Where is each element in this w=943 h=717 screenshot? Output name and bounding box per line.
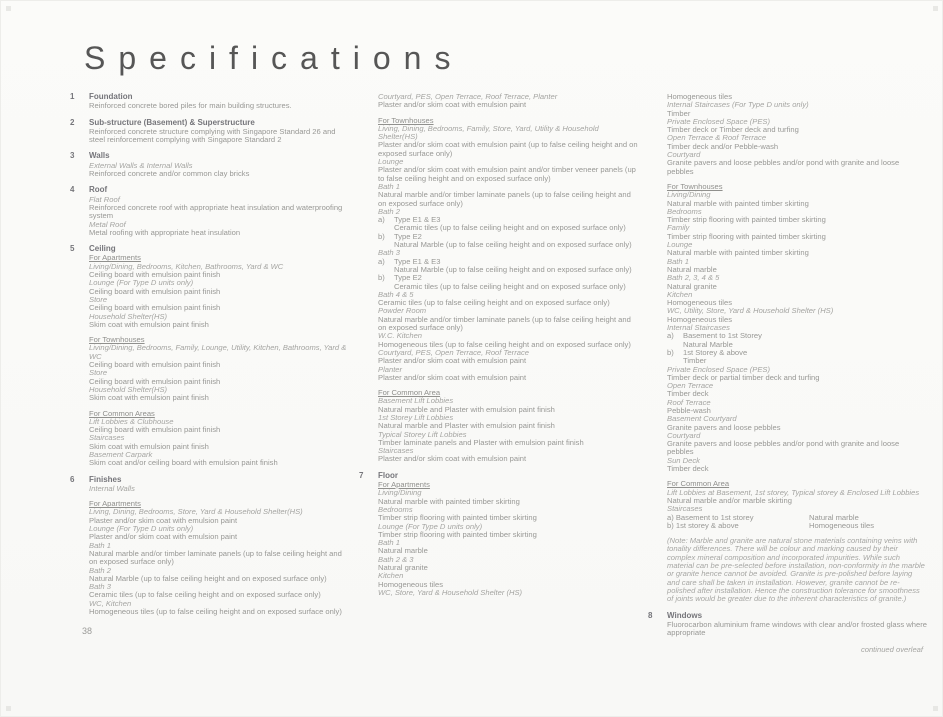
- row-value: Natural marble: [809, 512, 859, 522]
- spec-text: Plaster and/or skim coat with emulsion paint (up to false ceiling height and on exposed surface only): [378, 140, 638, 158]
- item-number: 8: [648, 610, 653, 620]
- spec-text: Homogeneous tiles: [667, 314, 733, 324]
- item-heading-label: Foundation: [89, 92, 133, 101]
- room-label: Lounge (For Type D units only): [89, 278, 194, 288]
- item-heading-label: Sub-structure (Basement) & Superstructure: [89, 117, 255, 127]
- spec-item-heading: [70, 185, 349, 195]
- room-label: Bath 3: [89, 582, 111, 592]
- page-title: Specifications: [84, 40, 464, 76]
- spec-text: Natural marble with painted timber skirting: [667, 248, 809, 258]
- room-label: Internal Staircases: [667, 323, 730, 333]
- room-label: Courtyard: [667, 150, 701, 160]
- letter-label: b): [667, 347, 674, 357]
- spec-text: Natural Marble (up to false ceiling height and on exposed surface only): [394, 264, 632, 274]
- room-label: Courtyard: [667, 430, 701, 440]
- room-label: Flat Roof: [89, 194, 120, 204]
- spec-text: Homogeneous tiles: [378, 579, 444, 589]
- item-number: 1: [70, 92, 75, 101]
- room-label: Kitchen: [378, 571, 404, 581]
- spec-text: Ceiling board with emulsion paint finish: [89, 376, 221, 386]
- spec-item-heading: [648, 610, 927, 620]
- room-label: Lounge: [667, 240, 693, 250]
- room-label: Lift Lobbies & Clubhouse: [89, 416, 174, 426]
- spec-text: Timber strip flooring with painted timber skirting: [378, 529, 537, 539]
- spec-text: Plaster and/or skim coat with emulsion paint: [89, 515, 238, 525]
- letter-label: a): [667, 331, 674, 341]
- room-label: Living, Dining, Bedrooms, Family, Store, Yard, Utility & Household Shelter(HS): [378, 123, 599, 142]
- scan-corner-mark: [933, 6, 938, 11]
- spec-text: Reinforced concrete structure complying with Singapore Standard 26 and steel reinforcement complying with Singapore Standard 2: [89, 126, 336, 145]
- spec-text: Ceiling board with emulsion paint finish: [89, 360, 221, 370]
- room-label: Roof Terrace: [667, 397, 711, 407]
- lettered-item-text: [394, 216, 638, 233]
- room-label: Family: [667, 223, 690, 233]
- room-label: Internal Walls: [89, 483, 135, 493]
- spec-text: Timber: [667, 108, 691, 118]
- room-label: Staircases: [89, 433, 125, 443]
- room-label: Bedrooms: [378, 504, 413, 514]
- spec-text: Homogeneous tiles: [667, 298, 733, 308]
- spec-text: Natural marble: [667, 264, 717, 274]
- group-heading: For Common Area: [667, 479, 730, 489]
- row-value: Homogeneous tiles: [809, 520, 875, 530]
- room-label: Lounge (For Type D units only): [378, 521, 483, 531]
- row-label: a) Basement to 1st storey: [667, 512, 754, 522]
- room-label: Powder Room: [378, 306, 427, 316]
- room-label: Lounge: [378, 157, 404, 167]
- spec-text: Type E1 & E3: [394, 256, 441, 266]
- group-heading: For Townhouses: [378, 115, 434, 125]
- room-label: Living/Dining: [378, 488, 422, 498]
- spec-item-heading: [70, 92, 349, 101]
- spec-text: Ceramic tiles (up to false ceiling height and on exposed surface only): [394, 223, 626, 233]
- spec-item-heading: [70, 117, 349, 127]
- room-label: Store: [89, 368, 108, 378]
- spec-text: Timber strip flooring with painted timber skirting: [378, 513, 537, 523]
- group-heading: For Common Area: [378, 388, 441, 398]
- spec-text: Plaster and/or skim coat with emulsion paint: [378, 356, 527, 366]
- spec-text: Skim coat and/or ceiling board with emulsion paint finish: [89, 458, 278, 468]
- spec-text: Ceramic tiles (up to false ceiling height and on exposed surface only): [89, 590, 321, 600]
- spec-text: Plaster and/or skim coat with emulsion paint: [89, 532, 238, 542]
- lettered-item-text: [394, 274, 638, 291]
- spec-text: Homogeneous tiles (up to false ceiling height and on exposed surface only): [89, 607, 342, 617]
- room-label: Staircases: [667, 504, 703, 514]
- spec-text: Natural marble and/or marble skirting: [667, 495, 792, 505]
- spec-item-heading: [70, 474, 349, 484]
- lettered-item-text: [683, 349, 927, 366]
- room-label: WC, Kitchen: [89, 598, 132, 608]
- scan-corner-mark: [6, 706, 11, 711]
- spec-text: Type E2: [394, 231, 422, 241]
- room-label: Lounge (For Type D units only): [89, 524, 194, 534]
- room-label: Living/Dining: [667, 190, 711, 200]
- letter-label: b): [378, 273, 385, 283]
- item-number: 6: [70, 474, 75, 484]
- spec-text: Fluorocarbon aluminium frame windows with clear and/or frosted glass where appropriate: [667, 619, 927, 638]
- room-label: Living/Dining, Bedrooms, Family, Lounge, Utility, Kitchen, Bathrooms, Yard & WC: [89, 343, 347, 361]
- room-label: Bath 2: [378, 206, 400, 216]
- room-label: Store: [89, 294, 108, 304]
- spec-text: Timber deck or partial timber deck and turfing: [667, 372, 820, 382]
- room-label: Courtyard, PES, Open Terrace, Roof Terrace, Planter: [378, 92, 558, 101]
- room-label: Bedrooms: [667, 206, 702, 216]
- room-label: Private Enclosed Space (PES): [667, 116, 770, 126]
- spec-text: Reinforced concrete and/or common clay bricks: [89, 169, 250, 179]
- spec-text: Natural marble and Plaster with emulsion paint finish: [378, 404, 555, 414]
- room-label: Lift Lobbies at Basement, 1st storey, Typical storey & Enclosed Lift Lobbies: [667, 487, 920, 497]
- spec-text: Skim coat with emulsion paint finish: [89, 393, 209, 403]
- spec-text: Natural Marble (up to false ceiling height and on exposed surface only): [394, 240, 632, 250]
- row-label: b) 1st storey & above: [667, 520, 739, 530]
- continued-overleaf: continued overleaf: [860, 645, 923, 655]
- item-heading-label: Walls: [89, 151, 110, 161]
- room-label: Household Shelter(HS): [89, 384, 168, 394]
- lettered-item: [378, 274, 638, 291]
- item-number: 5: [70, 244, 75, 254]
- room-label: Household Shelter(HS): [89, 311, 168, 321]
- room-label: Bath 1: [378, 181, 400, 191]
- lettered-item: [378, 233, 638, 250]
- group-heading: For Apartments: [378, 480, 430, 490]
- spec-text: Plaster and/or skim coat with emulsion paint: [378, 454, 527, 464]
- lettered-item-text: [394, 233, 638, 250]
- item-heading-label: Ceiling: [89, 244, 116, 254]
- two-column-row: [667, 522, 927, 530]
- lettered-item: [667, 332, 927, 349]
- room-label: Bath 2, 3, 4 & 5: [667, 273, 720, 283]
- group-heading: For Common Areas: [89, 408, 155, 418]
- lettered-item: [378, 258, 638, 275]
- room-label: Typical Storey Lift Lobbies: [378, 429, 467, 439]
- letter-label: b): [378, 231, 385, 241]
- room-label: Bath 3: [378, 248, 400, 258]
- spec-text: Ceiling board with emulsion paint finish: [89, 286, 221, 296]
- scan-corner-mark: [933, 706, 938, 711]
- room-label: Bath 1: [89, 540, 111, 550]
- room-label: Basement Lift Lobbies: [378, 396, 454, 406]
- group-heading: For Townhouses: [89, 335, 145, 345]
- room-label: Basement Carpark: [89, 449, 153, 459]
- spec-text: Natural marble with painted timber skirting: [378, 496, 520, 506]
- spec-text: Timber laminate panels and Plaster with emulsion paint finish: [378, 437, 584, 447]
- spec-text: Type E1 & E3: [394, 215, 441, 225]
- spec-text: Skim coat with emulsion paint finish: [89, 319, 209, 329]
- spec-text: Ceramic tiles (up to false ceiling height and on exposed surface only): [394, 281, 626, 291]
- item-number: 7: [359, 470, 364, 480]
- spec-text: 1st Storey & above: [683, 347, 748, 357]
- spec-text: Natural marble and/or timber laminate panels (up to false ceiling height and on exposed surface only): [378, 190, 631, 208]
- spec-text: Timber strip flooring with painted timber skirting: [667, 215, 826, 225]
- room-label: Planter: [378, 364, 403, 374]
- spec-text: Type E2: [394, 273, 422, 283]
- spec-text: Natural marble and Plaster with emulsion paint finish: [378, 421, 555, 431]
- room-label: Internal Staircases (For Type D units only): [667, 100, 809, 110]
- spec-text: Natural marble and/or timber laminate panels (up to false ceiling height and on exposed surface only): [378, 314, 631, 333]
- spec-text: Plaster and/or skim coat with emulsion paint: [378, 372, 527, 382]
- spec-column-2: [357, 93, 646, 655]
- spec-text: Homogeneous tiles (up to false ceiling height and on exposed surface only): [378, 339, 631, 349]
- room-label: External Walls & Internal Walls: [89, 160, 193, 170]
- lettered-item: [667, 349, 927, 366]
- room-label: Bath 2 & 3: [378, 554, 414, 564]
- spec-text: Natural Marble (up to false ceiling height and on exposed surface only): [89, 573, 327, 583]
- note-paragraph: (Note: Marble and granite are natural stone materials containing veins with tonality differences. There will be colour and marking caused by their complex mineral composition and incorporated impurities. While such material can be pre-selected before installation, non-conformity in the marble or granite hence cannot be avoided. Granite is pre-polished before laying and care shall be taken in installation. However, granite cannot be re-polished after installation. Hence the construction tolerance for smoothness of joints would be greater due to the inherent characteristics of granite.): [667, 536, 925, 604]
- room-label: Basement Courtyard: [667, 414, 737, 424]
- room-label: W.C. Kitchen: [378, 331, 423, 341]
- spec-columns: [68, 93, 936, 655]
- spec-column-3: [646, 93, 935, 655]
- spec-text: Plaster and/or skim coat with emulsion paint and/or timber veneer panels (up to false ceiling height and on exposed surface only): [378, 165, 636, 183]
- item-number: 2: [70, 117, 75, 127]
- spec-item-heading: [70, 151, 349, 161]
- spec-text: Timber strip flooring with painted timber skirting: [667, 231, 826, 241]
- page-number: 38: [82, 626, 93, 636]
- spec-column-1: [68, 93, 357, 655]
- room-label: Bath 2: [89, 565, 111, 575]
- spec-item-heading: [70, 244, 349, 254]
- spec-text: Plaster and/or skim coat with emulsion paint: [378, 100, 527, 110]
- room-label: Kitchen: [667, 289, 693, 299]
- room-label: Metal Roof: [89, 219, 126, 229]
- spec-text: Metal roofing with appropriate heat insulation: [89, 227, 241, 237]
- lettered-item-text: [394, 258, 638, 275]
- spec-text: Natural Marble: [683, 339, 733, 349]
- spec-item-heading: [359, 470, 638, 480]
- item-heading-label: Finishes: [89, 474, 122, 484]
- spec-text: Ceramic tiles (up to false ceiling height and on exposed surface only): [378, 298, 610, 308]
- room-label: 1st Storey Lift Lobbies: [378, 412, 454, 422]
- spec-text: Pebble-wash: [667, 405, 711, 415]
- room-label: Open Terrace: [667, 381, 714, 391]
- letter-label: a): [378, 215, 385, 225]
- spec-text: Basement to 1st Storey: [683, 331, 762, 341]
- item-heading-label: Roof: [89, 185, 108, 195]
- lettered-item-text: [683, 332, 927, 349]
- room-label: Bath 4 & 5: [378, 289, 414, 299]
- room-label: Open Terrace & Roof Terrace: [667, 133, 767, 143]
- room-label: Living, Dining, Bedrooms, Store, Yard & Household Shelter(HS): [89, 507, 303, 517]
- room-label: Bath 1: [667, 256, 689, 266]
- room-label: WC, Store, Yard & Household Shelter (HS): [378, 587, 523, 597]
- spec-text: Timber: [683, 356, 707, 366]
- room-label: Private Enclosed Space (PES): [667, 364, 770, 374]
- room-label: Courtyard, PES, Open Terrace, Roof Terrace: [378, 347, 529, 357]
- item-number: 4: [70, 185, 75, 195]
- spec-text: Ceiling board with emulsion paint finish: [89, 303, 221, 313]
- group-heading: For Apartments: [89, 253, 141, 263]
- spec-text: Granite pavers and loose pebbles and/or pond with granite and loose pebbles: [667, 158, 900, 176]
- spec-text: Skim coat with emulsion paint finish: [89, 441, 209, 451]
- room-label: Living/Dining, Bedrooms, Kitchen, Bathrooms, Yard & WC: [89, 261, 284, 271]
- spec-text: Granite pavers and loose pebbles and/or pond with granite and loose pebbles: [667, 439, 900, 457]
- spec-text: Homogeneous tiles: [667, 92, 733, 101]
- group-heading: For Townhouses: [667, 181, 723, 191]
- item-number: 3: [70, 151, 75, 161]
- spec-text: Reinforced concrete bored piles for main building structures.: [89, 101, 292, 111]
- spec-text: Natural marble and/or timber laminate panels (up to false ceiling height and on exposed surface only): [89, 548, 342, 567]
- spec-text: Timber deck or Timber deck and turfing: [667, 125, 799, 135]
- spec-text: Natural granite: [378, 563, 428, 573]
- room-label: Sun Deck: [667, 455, 700, 465]
- room-label: Bath 1: [378, 538, 400, 548]
- spec-text: Ceiling board with emulsion paint finish: [89, 425, 221, 435]
- spec-text: Ceiling board with emulsion paint finish: [89, 270, 221, 280]
- letter-label: a): [378, 256, 385, 266]
- spec-text: Natural granite: [667, 281, 717, 291]
- spec-text: Timber deck and/or Pebble-wash: [667, 141, 779, 151]
- room-label: WC, Utility, Store, Yard & Household Shelter (HS): [667, 306, 834, 316]
- item-heading-label: Floor: [378, 470, 398, 480]
- spec-text: Natural marble with painted timber skirting: [667, 198, 809, 208]
- spec-text: Timber deck: [667, 464, 709, 474]
- lettered-item: [378, 216, 638, 233]
- scan-corner-mark: [6, 6, 11, 11]
- spec-text: Natural marble: [378, 546, 428, 556]
- spec-text: Granite pavers and loose pebbles: [667, 422, 781, 432]
- spec-text: Timber deck: [667, 389, 709, 399]
- spec-text: Reinforced concrete roof with appropriate heat insulation and waterproofing system: [89, 202, 343, 221]
- room-label: Staircases: [378, 446, 414, 456]
- group-heading: For Apartments: [89, 499, 141, 509]
- item-heading-label: Windows: [667, 610, 703, 620]
